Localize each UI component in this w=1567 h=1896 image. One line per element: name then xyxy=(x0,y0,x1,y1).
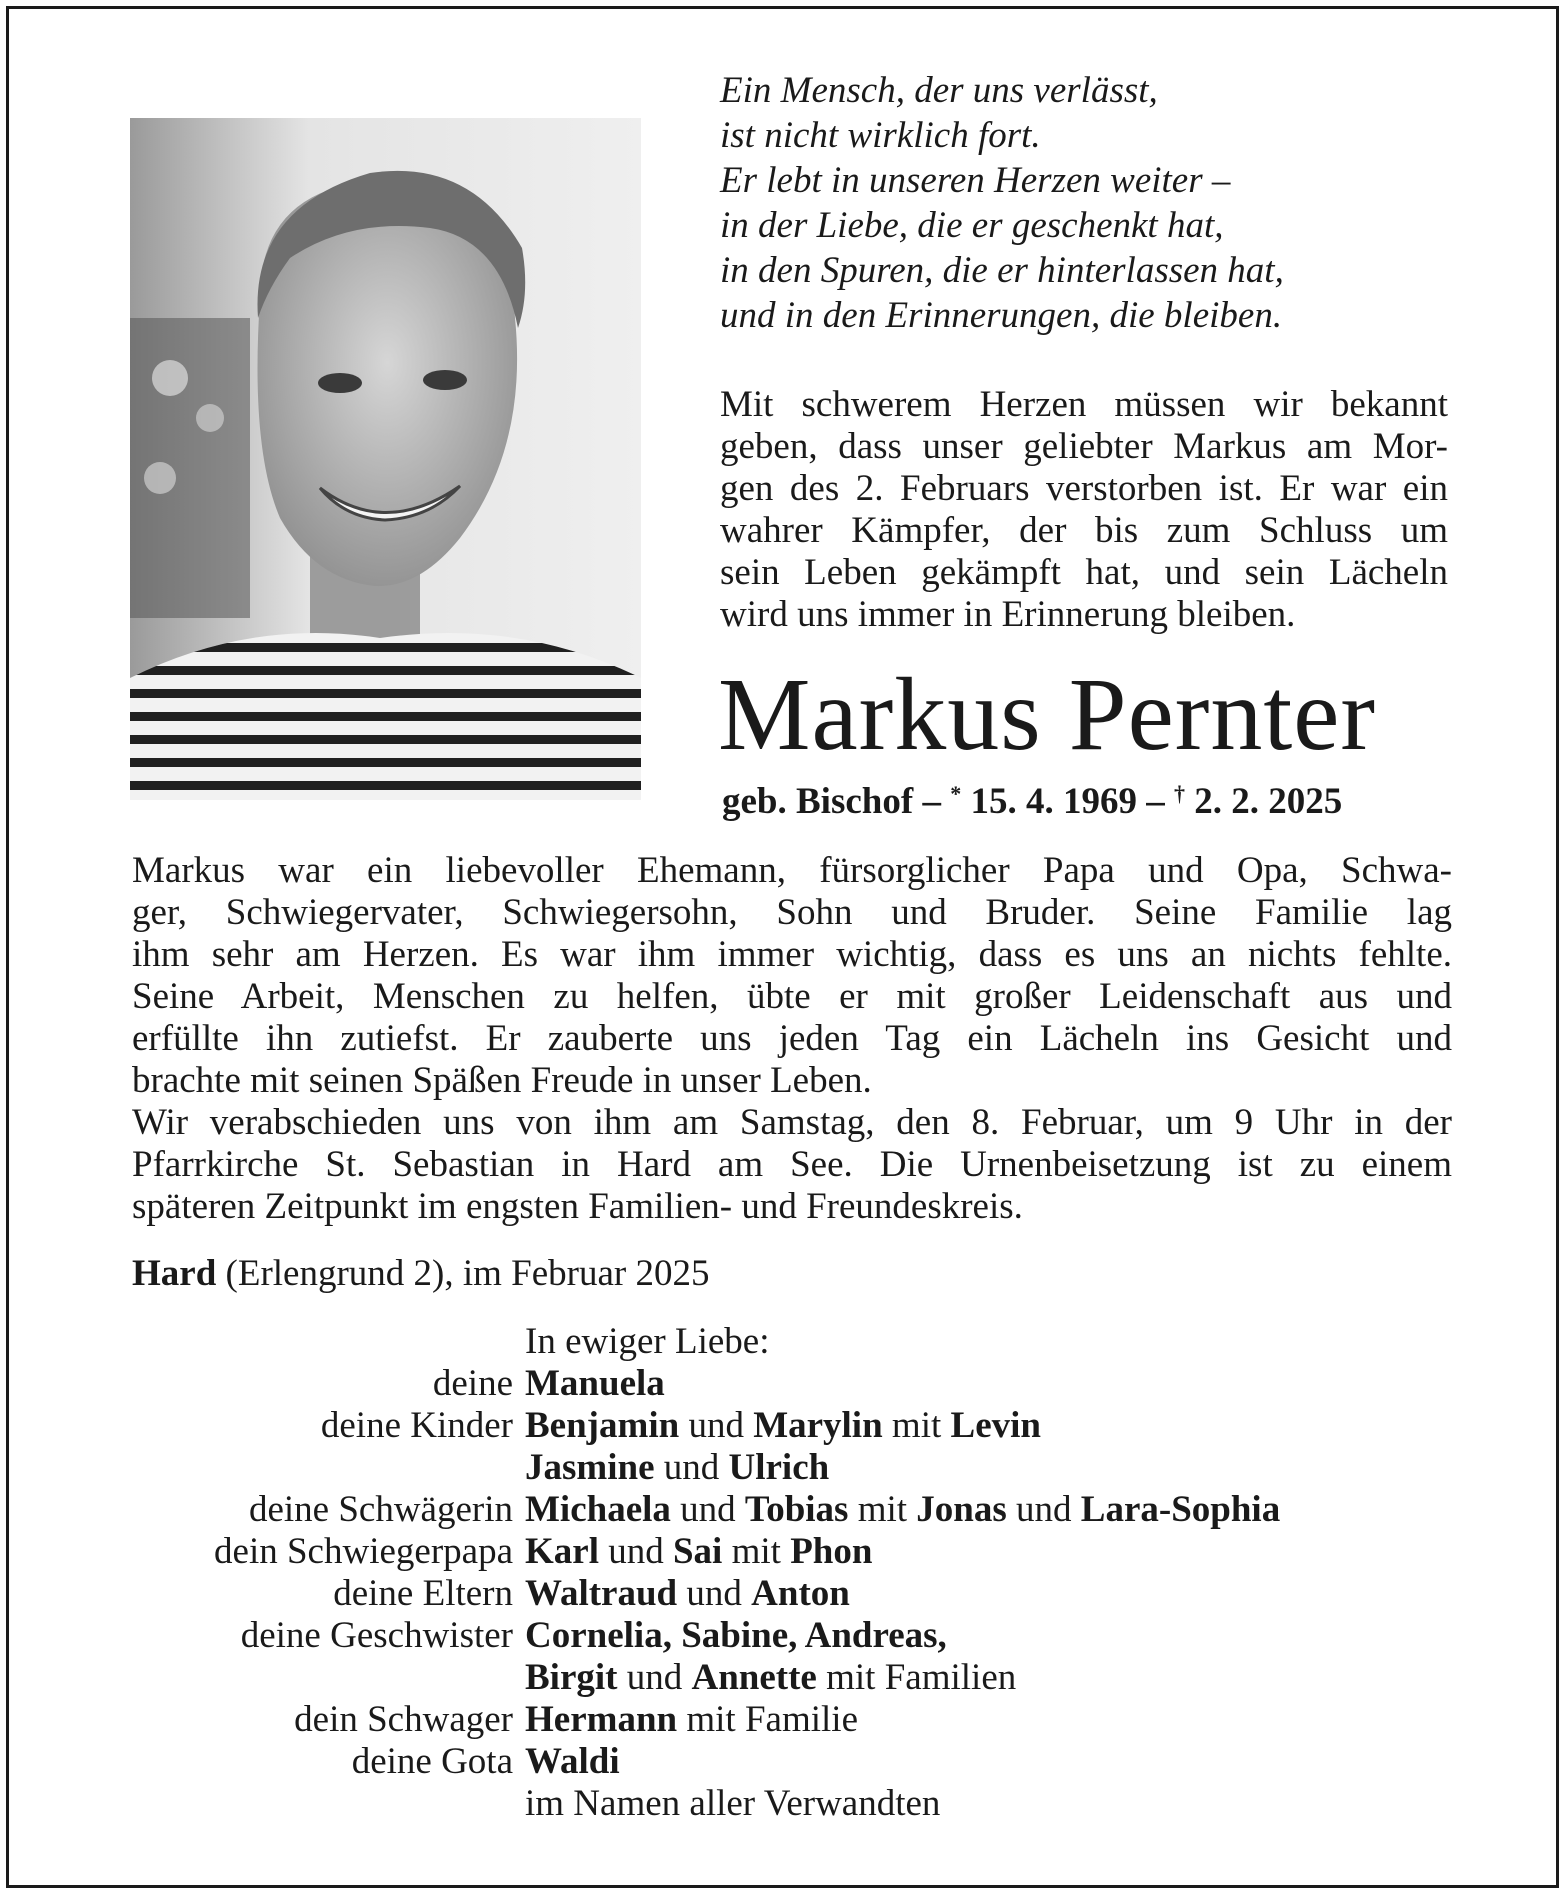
mourner-relation: deine Geschwister xyxy=(240,1615,513,1656)
mourner-name: Levin xyxy=(950,1405,1041,1446)
bio-line: brachte mit seinen Späßen Freude in unser Leben. xyxy=(132,1060,872,1101)
mourner-name: Benjamin xyxy=(525,1405,680,1446)
birth-date: 15. 4. 1969 xyxy=(961,781,1137,822)
life-dates xyxy=(722,772,1342,824)
mourner-name: Karl xyxy=(525,1531,599,1572)
mourner-name: Annette xyxy=(691,1657,817,1698)
mourner-name: Lara-Sophia xyxy=(1080,1489,1281,1530)
date-separator: – xyxy=(1136,781,1174,822)
mourner-names xyxy=(525,1446,829,1489)
mourner-name: Jasmine xyxy=(525,1447,655,1488)
bio-line: Wir verabschieden uns von ihm am Samstag, den 8. Februar, um 9 Uhr in der xyxy=(132,1102,1452,1143)
mourner-row xyxy=(0,1572,1567,1614)
bio-line: Pfarrkirche St. Sebastian in Hard am See. Die Urnenbeisetzung ist zu einem xyxy=(132,1144,1452,1185)
mourner-relation: deine Schwägerin xyxy=(248,1489,513,1530)
poem-line: und in den Erinnerungen, die bleiben. xyxy=(720,295,1283,336)
poem-line: ist nicht wirklich fort. xyxy=(720,115,1041,156)
mourner-name: Michaela xyxy=(525,1489,671,1530)
mourner-connector: mit xyxy=(882,1405,951,1446)
mourner-name: Phon xyxy=(790,1531,873,1572)
place-detail: (Erlengrund 2), im Februar 2025 xyxy=(216,1253,710,1294)
mourner-names xyxy=(525,1572,850,1615)
announcement-line: wahrer Kämpfer, der bis zum Schluss um xyxy=(720,510,1448,551)
mourners-intro: In ewiger Liebe: xyxy=(525,1321,770,1362)
birth-symbol: * xyxy=(950,781,962,806)
mourner-names xyxy=(525,1530,872,1573)
mourner-names xyxy=(525,1614,947,1657)
bio-line: späteren Zeitpunkt im engsten Familien- und Freundeskreis. xyxy=(132,1186,1023,1227)
mourner-names xyxy=(525,1656,1016,1699)
mourner-relation: dein Schwiegerpapa xyxy=(214,1531,513,1572)
place-town: Hard xyxy=(132,1253,217,1294)
mourner-relation: deine Eltern xyxy=(333,1573,513,1614)
mourner-names xyxy=(525,1404,1041,1447)
mourner-names xyxy=(525,1740,620,1783)
mourner-names xyxy=(525,1698,858,1741)
death-date: 2. 2. 2025 xyxy=(1184,781,1343,822)
mourner-name: Anton xyxy=(751,1573,850,1614)
mourner-name: Jonas xyxy=(916,1489,1007,1530)
mourner-connector: und xyxy=(679,1405,754,1446)
deceased-name: Markus Pernter xyxy=(718,657,1377,772)
mourner-name: Birgit xyxy=(525,1657,618,1698)
mourner-name: Waltraud xyxy=(525,1573,678,1614)
bio-line: Markus war ein liebevoller Ehemann, fürsorglicher Papa und Opa, Schwa- xyxy=(132,850,1452,891)
mourner-row xyxy=(0,1656,1567,1698)
mourner-connector: und xyxy=(617,1657,692,1698)
mourner-name: Cornelia, Sabine, Andreas, xyxy=(525,1615,947,1656)
death-symbol: † xyxy=(1173,781,1185,806)
bio-line: Seine Arbeit, Menschen zu helfen, übte er mit großer Leidenschaft aus und xyxy=(132,976,1452,1017)
mourner-name: Ulrich xyxy=(728,1447,830,1488)
mourner-name: Manuela xyxy=(525,1363,665,1404)
poem-line: in den Spuren, die er hinterlassen hat, xyxy=(720,250,1284,291)
mourner-names xyxy=(525,1488,1280,1531)
date-separator: – xyxy=(913,781,951,822)
mourner-row xyxy=(0,1404,1567,1446)
memorial-poem xyxy=(720,68,1480,338)
poem-line: in der Liebe, die er geschenkt hat, xyxy=(720,205,1224,246)
death-announcement xyxy=(720,384,1448,636)
mourner-connector: und xyxy=(654,1447,729,1488)
place-and-date xyxy=(132,1253,710,1295)
mourner-row xyxy=(0,1446,1567,1488)
announcement-line: gen des 2. Februars verstorben ist. Er war ein xyxy=(720,468,1448,509)
mourner-name: Sai xyxy=(672,1531,723,1572)
announcement-line: wird uns immer in Erinnerung bleiben. xyxy=(720,594,1296,635)
mourner-connector: im Namen aller Verwandten xyxy=(525,1783,941,1824)
mourner-relation: dein Schwager xyxy=(294,1699,513,1740)
mourner-connector: und xyxy=(670,1489,745,1530)
birth-name: geb. Bischof xyxy=(722,781,914,822)
mourner-row xyxy=(0,1530,1567,1572)
mourner-name: Hermann xyxy=(525,1699,678,1740)
mourner-connector: mit Familie xyxy=(677,1699,858,1740)
mourner-connector: und xyxy=(677,1573,752,1614)
mourner-row xyxy=(0,1740,1567,1782)
bio-line: ihm sehr am Herzen. Es war ihm immer wichtig, dass es uns an nichts fehlte. xyxy=(132,934,1452,975)
mourner-row xyxy=(0,1614,1567,1656)
mourner-connector: mit Familien xyxy=(816,1657,1017,1698)
mourner-row xyxy=(0,1362,1567,1404)
mourner-name: Marylin xyxy=(753,1405,883,1446)
mourner-connector: und xyxy=(1006,1489,1081,1530)
mourner-relation: deine Gota xyxy=(351,1741,513,1782)
bio-line: erfüllte ihn zutiefst. Er zauberte uns jeden Tag ein Lächeln ins Gesicht und xyxy=(132,1018,1452,1059)
biography-text xyxy=(132,850,1452,1228)
portrait-photo xyxy=(130,118,641,800)
mourner-names xyxy=(525,1782,940,1825)
mourner-connector: mit xyxy=(848,1489,917,1530)
mourner-names xyxy=(525,1362,665,1405)
mourner-row xyxy=(0,1782,1567,1824)
mourner-name: Waldi xyxy=(525,1741,620,1782)
mourner-relation: deine xyxy=(432,1363,513,1404)
poem-line: Ein Mensch, der uns verlässt, xyxy=(720,70,1158,111)
announcement-line: geben, dass unser geliebter Markus am Mor- xyxy=(720,426,1448,467)
mourner-row xyxy=(0,1488,1567,1530)
mourner-relation: deine Kinder xyxy=(320,1405,513,1446)
mourner-row xyxy=(0,1698,1567,1740)
announcement-line: Mit schwerem Herzen müssen wir bekannt xyxy=(720,384,1448,425)
bio-line: ger, Schwiegervater, Schwiegersohn, Sohn und Bruder. Seine Familie lag xyxy=(132,892,1452,933)
mourner-connector: mit xyxy=(722,1531,791,1572)
poem-line: Er lebt in unseren Herzen weiter – xyxy=(720,160,1231,201)
mourner-connector: und xyxy=(598,1531,673,1572)
announcement-line: sein Leben gekämpft hat, und sein Lächeln xyxy=(720,552,1448,593)
mourner-name: Tobias xyxy=(744,1489,849,1530)
mourners-intro-row xyxy=(0,1320,1567,1362)
